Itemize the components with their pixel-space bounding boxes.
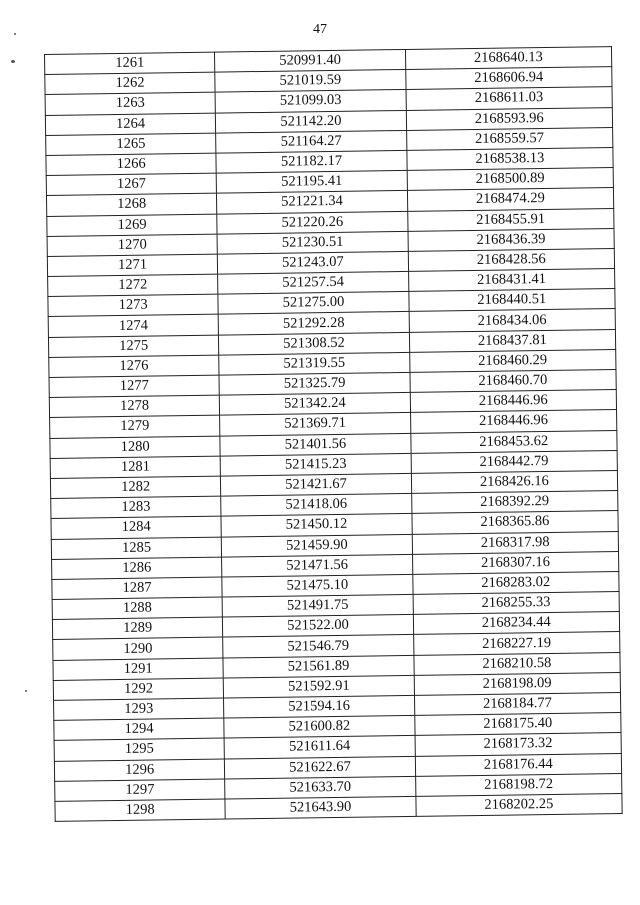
x-coordinate-cell: 521471.56 — [222, 554, 413, 577]
x-coordinate-cell: 521592.91 — [224, 675, 415, 698]
y-coordinate-cell: 2168500.89 — [407, 168, 614, 191]
point-number-cell: 1262 — [45, 72, 216, 95]
x-coordinate-cell: 521019.59 — [215, 70, 406, 93]
point-number-cell: 1287 — [52, 577, 223, 600]
point-number-cell: 1268 — [46, 193, 217, 216]
point-number-cell: 1273 — [48, 294, 219, 317]
y-coordinate-cell: 2168198.72 — [415, 773, 622, 796]
y-coordinate-cell: 2168431.41 — [408, 269, 615, 292]
x-coordinate-cell: 520991.40 — [215, 49, 406, 72]
x-coordinate-cell: 521600.82 — [224, 716, 415, 739]
x-coordinate-cell: 521450.12 — [221, 514, 412, 537]
x-coordinate-cell: 521275.00 — [218, 292, 409, 315]
y-coordinate-cell: 2168611.03 — [406, 87, 613, 110]
point-number-cell: 1280 — [50, 436, 221, 459]
y-coordinate-cell: 2168307.16 — [412, 551, 619, 574]
y-coordinate-cell: 2168640.13 — [405, 47, 612, 70]
point-number-cell: 1276 — [49, 355, 220, 378]
point-number-cell: 1289 — [52, 617, 223, 640]
point-number-cell: 1270 — [47, 234, 218, 257]
y-coordinate-cell: 2168442.79 — [411, 450, 618, 473]
point-number-cell: 1286 — [52, 557, 223, 580]
point-number-cell: 1288 — [52, 597, 223, 620]
point-number-cell: 1293 — [54, 698, 225, 721]
y-coordinate-cell: 2168455.91 — [407, 208, 614, 231]
y-coordinate-cell: 2168255.33 — [413, 592, 620, 615]
x-coordinate-cell: 521164.27 — [216, 130, 407, 153]
x-coordinate-cell: 521308.52 — [219, 332, 410, 355]
y-coordinate-cell: 2168434.06 — [409, 309, 616, 332]
point-number-cell: 1290 — [53, 637, 224, 660]
x-coordinate-cell: 521142.20 — [216, 110, 407, 133]
y-coordinate-cell: 2168317.98 — [412, 531, 619, 554]
point-number-cell: 1281 — [50, 456, 221, 479]
x-coordinate-cell: 521633.70 — [225, 776, 416, 799]
y-coordinate-cell: 2168198.09 — [414, 672, 621, 695]
point-number-cell: 1298 — [55, 799, 226, 822]
point-number-cell: 1261 — [45, 52, 216, 75]
point-number-cell: 1266 — [46, 153, 217, 176]
x-coordinate-cell: 521643.90 — [225, 796, 416, 819]
y-coordinate-cell: 2168440.51 — [409, 289, 616, 312]
point-number-cell: 1274 — [48, 315, 219, 338]
x-coordinate-cell: 521257.54 — [218, 271, 409, 294]
point-number-cell: 1272 — [48, 274, 219, 297]
y-coordinate-cell: 2168227.19 — [413, 632, 620, 655]
point-number-cell: 1291 — [53, 658, 224, 681]
point-number-cell: 1278 — [49, 395, 220, 418]
x-coordinate-cell: 521401.56 — [220, 433, 411, 456]
x-coordinate-cell: 521230.51 — [217, 231, 408, 254]
y-coordinate-cell: 2168446.96 — [410, 390, 617, 413]
y-coordinate-cell: 2168234.44 — [413, 612, 620, 635]
scan-speck — [14, 33, 16, 35]
x-coordinate-cell: 521325.79 — [219, 372, 410, 395]
y-coordinate-cell: 2168593.96 — [406, 107, 613, 130]
scan-speck — [11, 60, 15, 63]
y-coordinate-cell: 2168437.81 — [409, 329, 616, 352]
x-coordinate-cell: 521342.24 — [220, 393, 411, 416]
y-coordinate-cell: 2168392.29 — [411, 491, 618, 514]
x-coordinate-cell: 521522.00 — [223, 615, 414, 638]
y-coordinate-cell: 2168184.77 — [414, 693, 621, 716]
x-coordinate-cell: 521243.07 — [218, 251, 409, 274]
x-coordinate-cell: 521099.03 — [215, 90, 406, 113]
y-coordinate-cell: 2168202.25 — [416, 793, 623, 816]
y-coordinate-cell: 2168173.32 — [415, 733, 622, 756]
x-coordinate-cell: 521220.26 — [217, 211, 408, 234]
point-number-cell: 1296 — [54, 759, 225, 782]
x-coordinate-cell: 521611.64 — [224, 736, 415, 759]
point-number-cell: 1295 — [54, 738, 225, 761]
point-number-cell: 1264 — [45, 113, 216, 136]
x-coordinate-cell: 521546.79 — [223, 635, 414, 658]
page-number: 47 — [313, 22, 327, 37]
x-coordinate-cell: 521182.17 — [216, 150, 407, 173]
y-coordinate-cell: 2168559.57 — [406, 127, 613, 150]
x-coordinate-cell: 521369.71 — [220, 413, 411, 436]
x-coordinate-cell: 521459.90 — [222, 534, 413, 557]
x-coordinate-cell: 521561.89 — [223, 655, 414, 678]
y-coordinate-cell: 2168474.29 — [407, 188, 614, 211]
x-coordinate-cell: 521594.16 — [224, 695, 415, 718]
point-number-cell: 1269 — [47, 214, 218, 237]
point-number-cell: 1267 — [46, 173, 217, 196]
point-number-cell: 1275 — [48, 335, 219, 358]
y-coordinate-cell: 2168453.62 — [410, 430, 617, 453]
x-coordinate-cell: 521292.28 — [218, 312, 409, 335]
point-number-cell: 1285 — [51, 537, 222, 560]
y-coordinate-cell: 2168210.58 — [414, 652, 621, 675]
point-number-cell: 1292 — [53, 678, 224, 701]
point-number-cell: 1284 — [51, 516, 222, 539]
scan-speck — [25, 690, 27, 692]
y-coordinate-cell: 2168538.13 — [407, 148, 614, 171]
x-coordinate-cell: 521421.67 — [221, 473, 412, 496]
y-coordinate-cell: 2168175.40 — [414, 713, 621, 736]
point-number-cell: 1283 — [51, 496, 222, 519]
y-coordinate-cell: 2168460.29 — [409, 349, 616, 372]
y-coordinate-cell: 2168426.16 — [411, 470, 618, 493]
point-number-cell: 1277 — [49, 375, 220, 398]
y-coordinate-cell: 2168428.56 — [408, 248, 615, 271]
y-coordinate-cell: 2168606.94 — [405, 67, 612, 90]
point-number-cell: 1297 — [55, 779, 226, 802]
point-number-cell: 1265 — [46, 133, 217, 156]
x-coordinate-cell: 521319.55 — [219, 352, 410, 375]
x-coordinate-cell: 521221.34 — [217, 191, 408, 214]
y-coordinate-cell: 2168460.70 — [410, 370, 617, 393]
coordinates-table-body — [45, 47, 623, 822]
y-coordinate-cell: 2168436.39 — [408, 228, 615, 251]
point-number-cell: 1263 — [45, 92, 216, 115]
point-number-cell: 1294 — [54, 718, 225, 741]
x-coordinate-cell: 521195.41 — [216, 171, 407, 194]
y-coordinate-cell: 2168283.02 — [412, 571, 619, 594]
x-coordinate-cell: 521415.23 — [220, 453, 411, 476]
point-number-cell: 1271 — [47, 254, 218, 277]
y-coordinate-cell: 2168446.96 — [410, 410, 617, 433]
x-coordinate-cell: 521418.06 — [221, 494, 412, 517]
x-coordinate-cell: 521475.10 — [222, 574, 413, 597]
point-number-cell: 1279 — [50, 415, 221, 438]
y-coordinate-cell: 2168365.86 — [412, 511, 619, 534]
coordinates-table — [44, 46, 623, 822]
y-coordinate-cell: 2168176.44 — [415, 753, 622, 776]
x-coordinate-cell: 521622.67 — [225, 756, 416, 779]
x-coordinate-cell: 521491.75 — [222, 594, 413, 617]
point-number-cell: 1282 — [50, 476, 221, 499]
